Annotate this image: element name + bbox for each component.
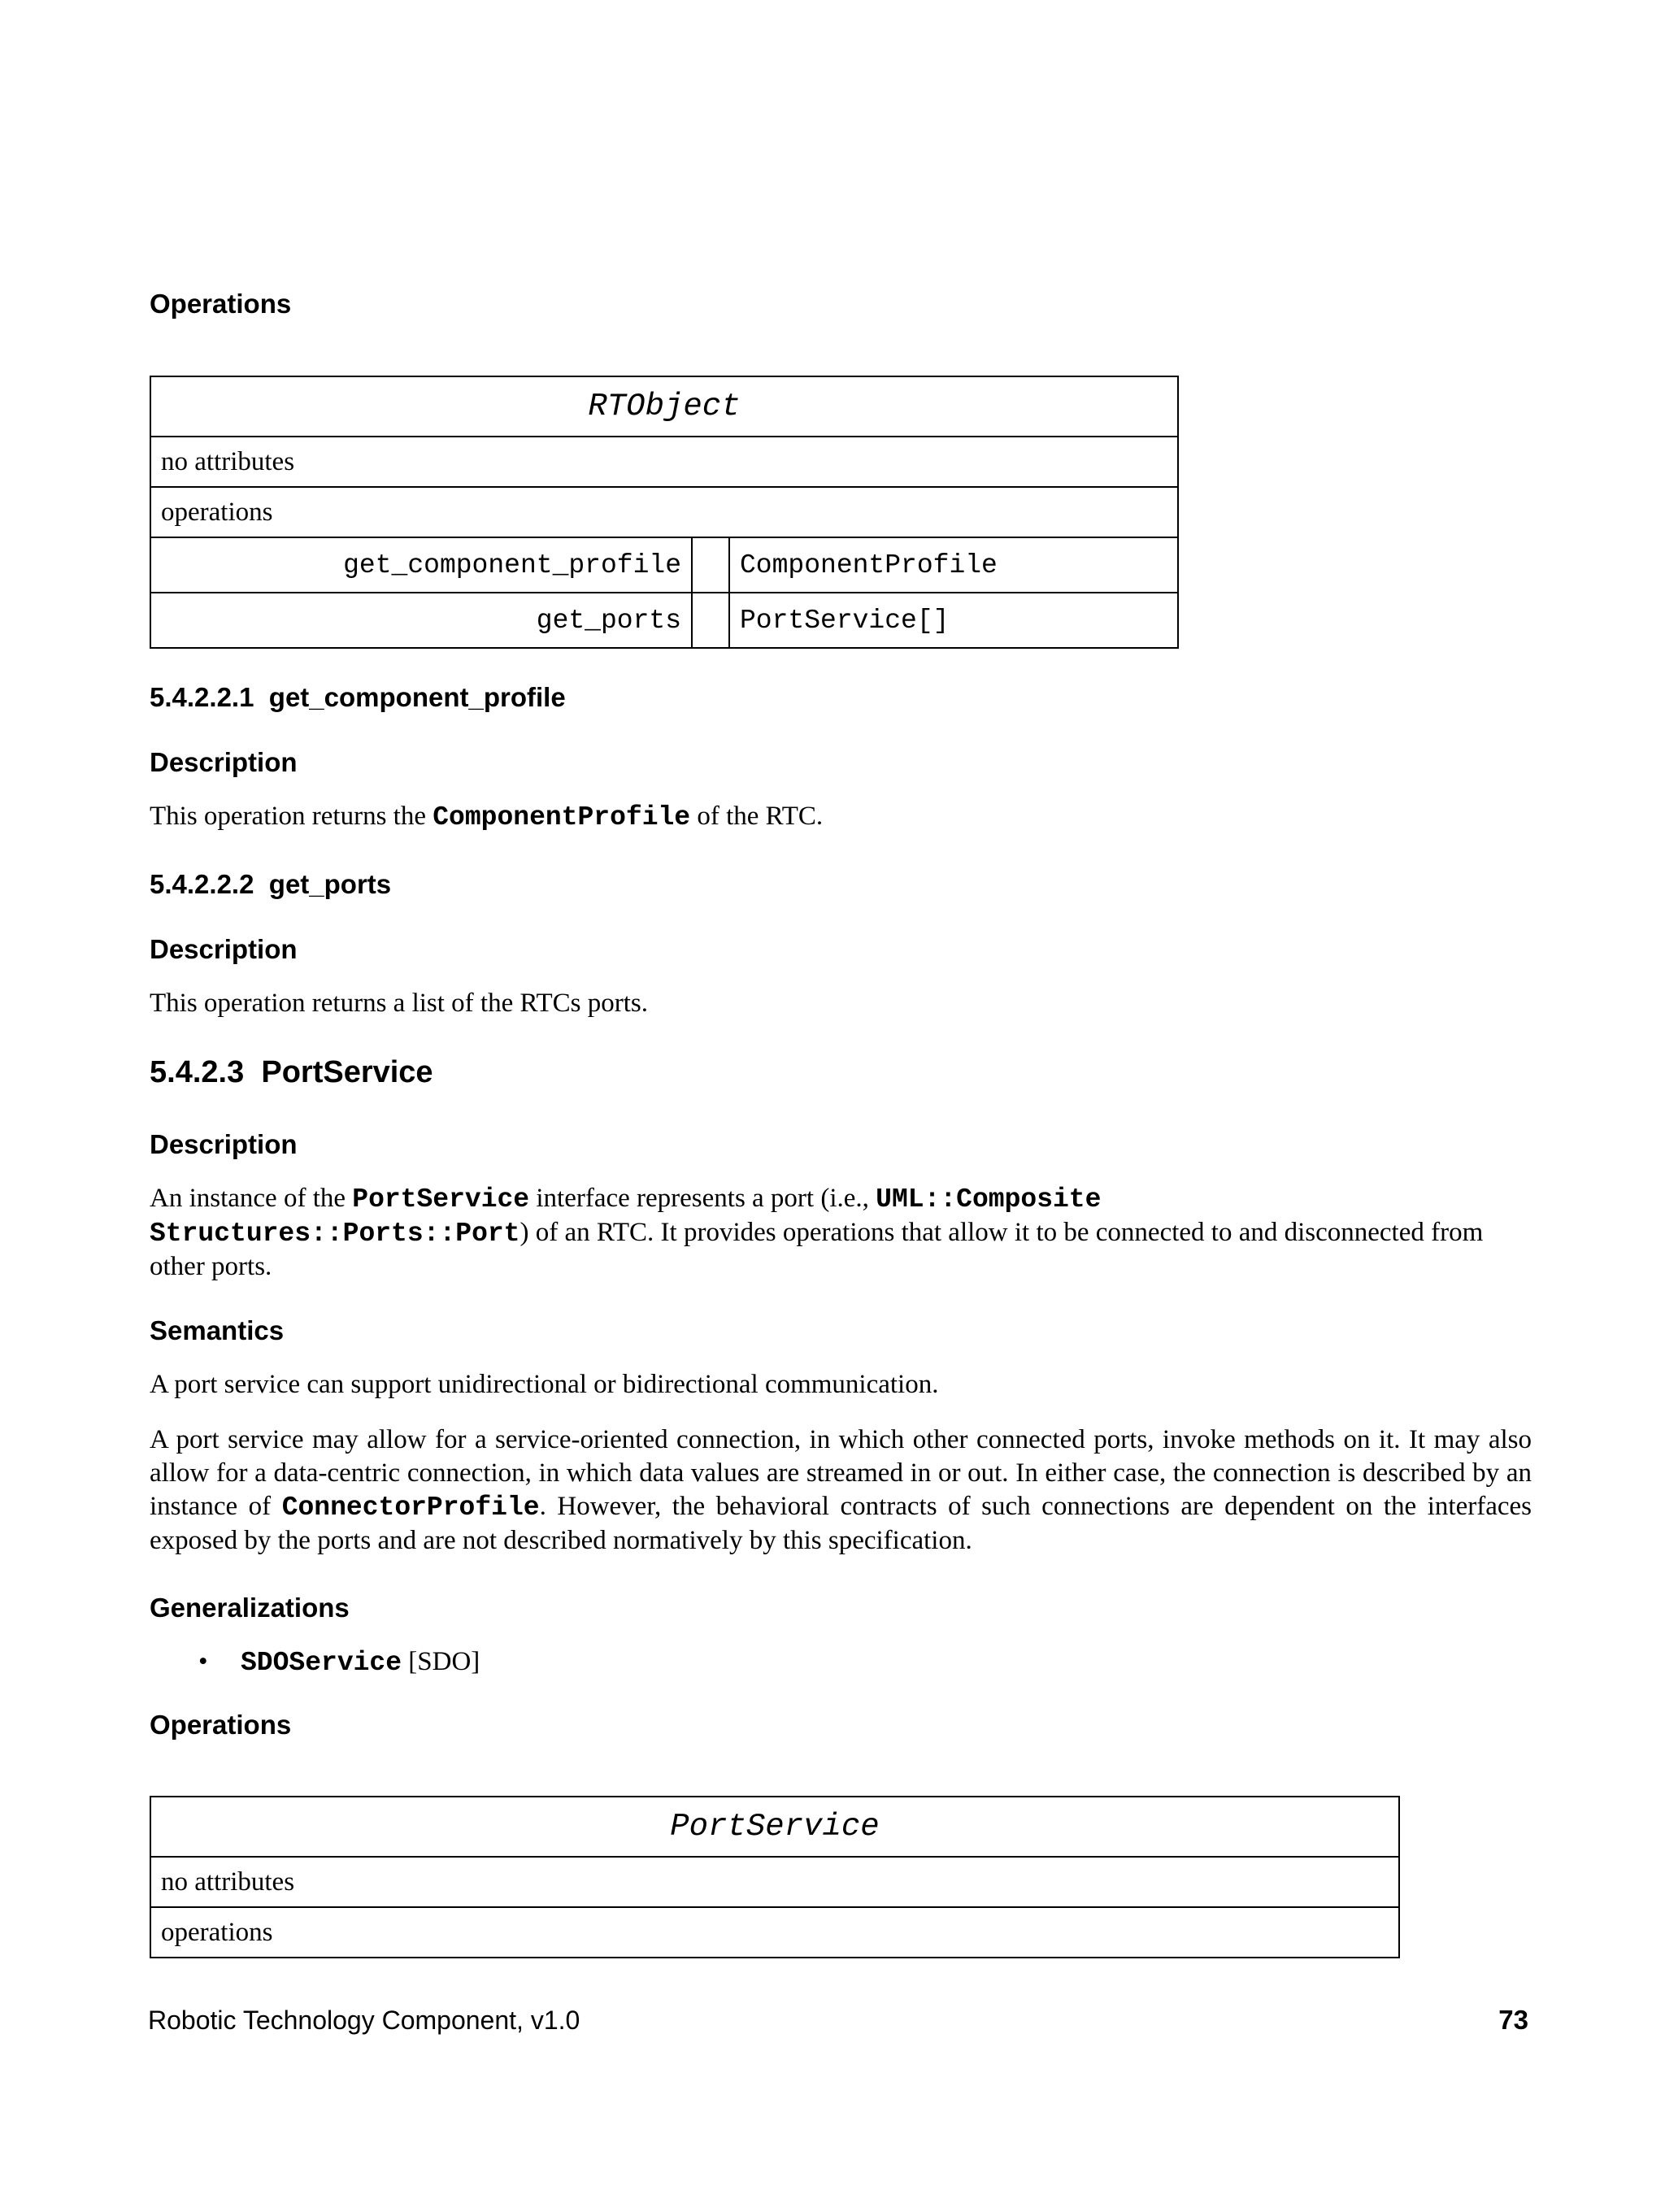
operations-heading: Operations [150,289,292,319]
section-heading-get-component-profile [150,681,566,714]
text: An instance of the [150,1184,353,1213]
semantics-paragraph-1: A port service can support unidirectional or bidirectional communication. [150,1370,939,1399]
operation-name: get_component_profile [150,537,692,593]
code-sdoservice: SDOService [241,1648,402,1678]
operations-label-row: operations [150,487,1178,537]
description-paragraph [150,1182,1532,1284]
description-paragraph [150,800,823,834]
code-connector-profile: ConnectorProfile [281,1493,540,1523]
code-component-profile: ComponentProfile [433,802,691,832]
attributes-row: no attributes [150,1857,1399,1907]
page-number: 73 [1498,2005,1528,2035]
generalizations-heading: Generalizations [150,1593,350,1623]
generalization-list-item [198,1645,480,1680]
operations-label-row: operations [150,1907,1399,1958]
description-heading: Description [150,747,298,777]
section-number: 5.4.2.2.1 [150,682,254,712]
code-uml-composite: UML::Composite [876,1184,1102,1215]
section-number: 5.4.2.2.2 [150,869,254,899]
bullet: • [198,1647,208,1676]
footer-title: Robotic Technology Component, v1.0 [148,2006,580,2035]
section-number: 5.4.2.3 [150,1055,245,1089]
operation-name: get_ports [150,593,692,648]
text: of the RTC. [690,802,824,831]
semantics-paragraph-2 [150,1423,1532,1558]
text: [SDO] [402,1647,480,1676]
text: A port service may allow for a service-oriented connection, in which other connected ports, invoke methods on it. It may also allow for a data-centric connection, in which data values are streamed in or out. In either case, the connection is described by an instance of [150,1425,1532,1521]
section-title: get_component_profile [268,682,566,712]
rtobject-class-table [150,376,1179,649]
code-structures-ports-port: Structures::Ports::Port [150,1219,520,1249]
operation-return-type: ComponentProfile [729,537,1178,593]
operation-row [150,537,1178,593]
description-heading: Description [150,934,298,964]
operation-return-type: PortService[] [729,593,1178,648]
text: interface represents a port (i.e., [529,1184,876,1213]
attributes-row: no attributes [150,437,1178,487]
operation-separator-cell [692,537,729,593]
class-title: PortService [150,1797,1399,1857]
description-paragraph: This operation returns a list of the RTCs ports. [150,989,649,1018]
operation-row [150,593,1178,648]
description-heading: Description [150,1129,298,1159]
text: ) of an RTC. It provides operations that allow it to be connected to and disconnected from other ports. [150,1218,1484,1281]
portservice-class-table [150,1796,1400,1958]
operation-separator-cell [692,593,729,648]
code-portservice: PortService [352,1184,530,1215]
section-title: PortService [261,1055,433,1089]
section-heading-get-ports [150,868,391,901]
section-title: get_ports [268,869,392,899]
semantics-heading: Semantics [150,1315,285,1345]
text: This operation returns the [150,802,433,831]
text: . However, the behavioral contracts of such connections are dependent on the interfaces exposed by the ports and are not described normatively by this specification. [150,1492,1532,1555]
operations-heading: Operations [150,1710,292,1740]
section-heading-portservice [150,1054,433,1092]
class-title: RTObject [150,376,1178,437]
